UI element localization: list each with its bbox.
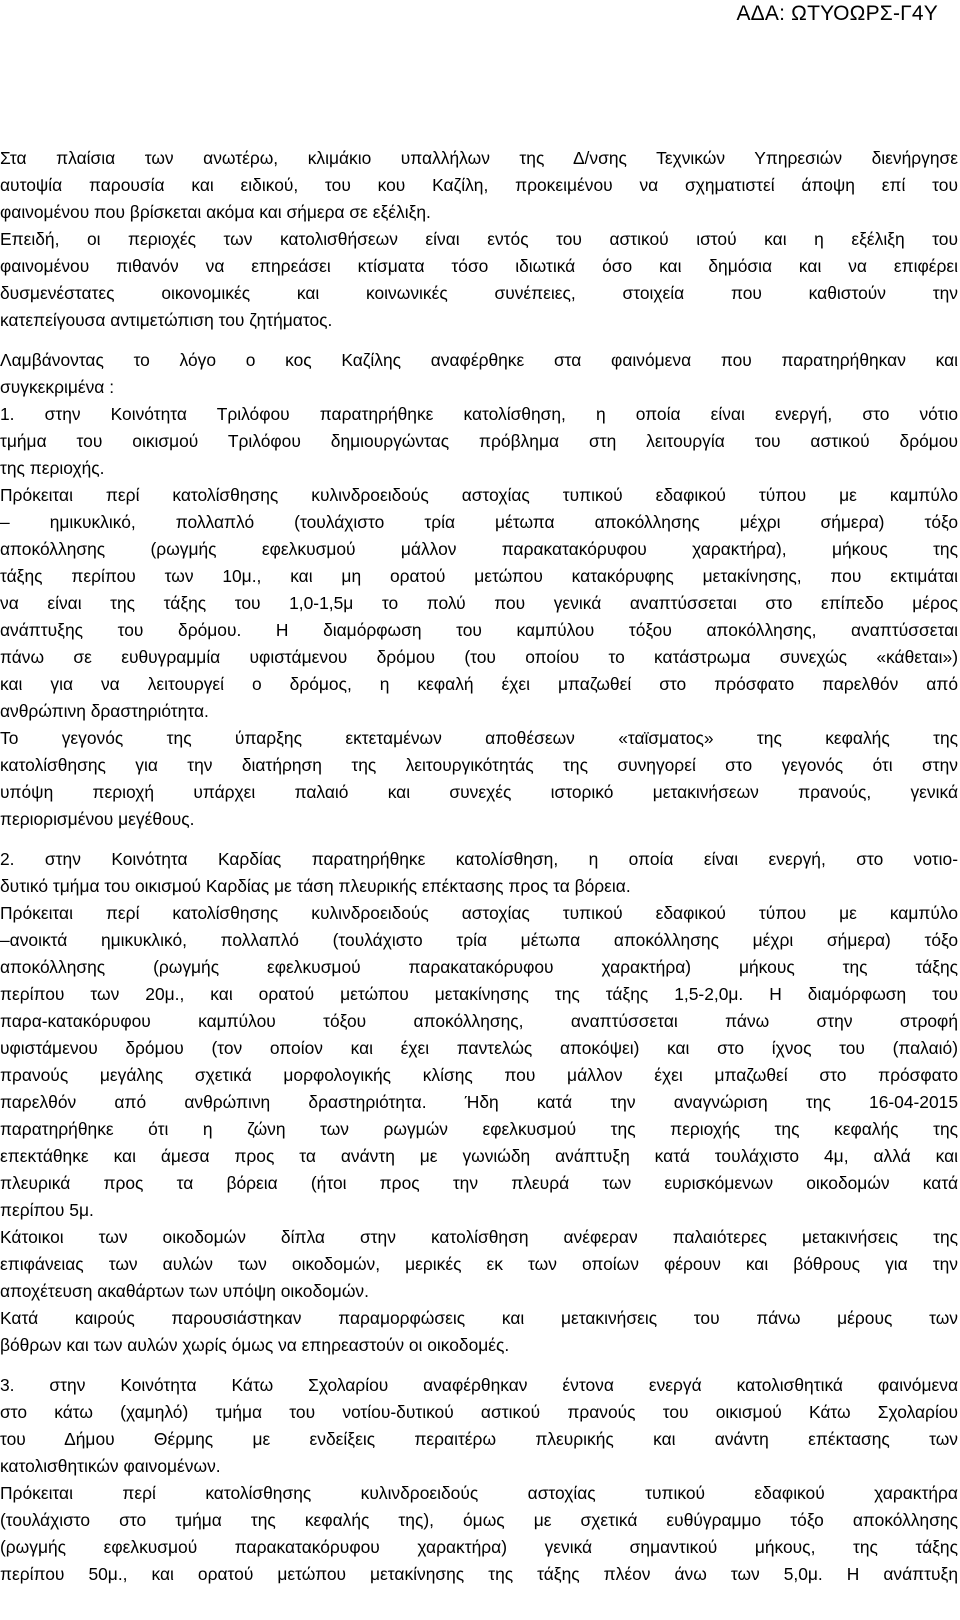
paragraph [0,1372,958,1588]
text-line: παρα-κατακόρυφου καμπύλου τόξου αποκόλλησης, αναπτύσσεται πάνω στην στροφή [0,1011,958,1031]
text-line: ανθρώπινη δραστηριότητα. [0,701,209,721]
text-line: αποκόλλησης (ρωγμής εφελκυσμού παρακατακόρυφου χαρακτήρα) μήκους της τάξης [0,957,958,977]
paragraph-gap [0,334,958,347]
paragraph [0,145,958,334]
text-line: πάνω σε ευθυγραμμία υφιστάμενου δρόμου (του οποίου το κατάστρωμα συνεχώς «κάθεται») [0,647,958,667]
text-line: της περιοχής. [0,458,105,478]
text-line: πρανούς μεγάλης σχετικά μορφολογικής κλίσης που μάλλον έχει μπαζωθεί στο πρόσφατο [0,1065,958,1085]
text-line: κατεπείγουσα αντιμετώπιση του ζητήματος. [0,310,333,330]
text-line: δυτικό τμήμα του οικισμού Καρδίας με τάση πλευρικής επέκτασης προς τα βόρεια. [0,876,631,896]
text-line: 1. στην Κοινότητα Τριλόφου παρατηρήθηκε κατολίσθηση, η οποία είναι ενεργή, στο νότιο [0,404,958,424]
text-line: κατολίσθησης για την διατήρηση της λειτουργικότητάς της συνηγορεί στο γεγονός ότι στην [0,755,958,775]
text-line: 2. στην Κοινότητα Καρδίας παρατηρήθηκε κατολίσθηση, η οποία είναι ενεργή, στο νοτιο- [0,849,958,869]
text-line: και για να λειτουργεί ο δρόμος, η κεφαλή έχει μπαζωθεί στο πρόσφατο παρελθόν από [0,674,958,694]
text-line: Πρόκειται περί κατολίσθησης κυλινδροειδούς αστοχίας τυπικού εδαφικού τύπου με καμπύλο [0,903,958,923]
text-line: υφιστάμενου δρόμου (τον οποίον και έχει παντελώς αποκόψει) και στο ίχνος του (παλαιό) [0,1038,958,1058]
text-line: Πρόκειται περί κατολίσθησης κυλινδροειδούς αστοχίας τυπικού εδαφικού χαρακτήρα [0,1483,958,1503]
text-line: –ανοικτά ημικυκλικό, πολλαπλό (τουλάχιστο τρία μέτωπα αποκόλλησης μέχρι σήμερα) τόξο [0,930,958,950]
ada-header: ΑΔΑ: ΩΤΥΟΩΡΣ-Γ4Υ [736,2,938,25]
paragraph [0,347,958,833]
text-line: πλευρικά προς τα βόρεια (ήτοι προς την πλευρά των ευρισκόμενων οικοδομών κατά [0,1173,958,1193]
text-line: φαινομένου πιθανόν να επηρεάσει κτίσματα τόσο ιδιωτικά όσο και δημόσια και να επιφέρει [0,256,958,276]
text-line: φαινομένου που βρίσκεται ακόμα και σήμερα σε εξέλιξη. [0,202,431,222]
text-line: Το γεγονός της ύπαρξης εκτεταμένων αποθέσεων «ταϊσματος» της κεφαλής της [0,728,958,748]
text-line: κατολισθητικών φαινομένων. [0,1456,221,1476]
paragraph-gap [0,1359,958,1372]
paragraph [0,846,958,1359]
text-line: του Δήμου Θέρμης με ενδείξεις περαιτέρω πλευρικής και ανάντη επέκτασης των [0,1429,958,1449]
text-line: (ρωγμής εφελκυσμού παρακατακόρυφου χαρακτήρα) γενικά σημαντικού μήκους, της τάξης [0,1537,958,1557]
text-line: επεκτάθηκε και άμεσα προς τα ανάντη με γωνιώδη ανάπτυξη κατά τουλάχιστο 4μ, αλλά και [0,1146,958,1166]
document-body [0,145,958,1588]
text-line: Επειδή, οι περιοχές των κατολισθήσεων είναι εντός του αστικού ιστού και η εξέλιξη του [0,229,958,249]
text-line: (τουλάχιστο στο τμήμα της κεφαλής της), όμως με σχετικά ευθύγραμμο τόξο αποκόλλησης [0,1510,958,1530]
text-line: τάξης περίπου των 10μ., και μη ορατού μετώπου κατακόρυφης μετακίνησης, που εκτιμάται [0,566,958,586]
text-line: αποχέτευση ακαθάρτων των υπόψη οικοδομών. [0,1281,369,1301]
text-line: επιφάνειας των αυλών των οικοδομών, μερικές εκ των οποίων φέρουν και βόθρους για την [0,1254,958,1274]
text-line: βόθρων και των αυλών χωρίς όμως να επηρεαστούν οι οικοδομές. [0,1335,510,1355]
text-line: 3. στην Κοινότητα Κάτω Σχολαρίου αναφέρθηκαν έντονα ενεργά κατολισθητικά φαινόμενα [0,1375,958,1395]
text-line: περίπου των 20μ., και ορατού μετώπου μετακίνησης της τάξης 1,5-2,0μ. Η διαμόρφωση του [0,984,958,1004]
text-line: Κάτοικοι των οικοδομών δίπλα στην κατολίσθηση ανέφεραν παλαιότερες μετακινήσεις της [0,1227,958,1247]
text-line: υπόψη περιοχή υπάρχει παλαιό και συνεχές ιστορικό μετακινήσεων πρανούς, γενικά [0,782,958,802]
text-line: συγκεκριμένα : [0,377,115,397]
text-line: δυσμενέστατες οικονομικές και κοινωνικές συνέπειες, στοιχεία που καθιστούν την [0,283,958,303]
text-line: περίπου 50μ., και ορατού μετώπου μετακίνησης της τάξης πλέον άνω των 5,0μ. Η ανάπτυξη [0,1564,958,1584]
text-line: στο κάτω (χαμηλό) τμήμα του νοτίου-δυτικού αστικού πρανούς του οικισμού Κάτω Σχολαρίου [0,1402,958,1422]
text-line: αυτοψία παρουσία και ειδικού, του κου Καζίλη, προκειμένου να σχηματιστεί άποψη επί του [0,175,958,195]
text-line: Κατά καιρούς παρουσιάστηκαν παραμορφώσεις και μετακινήσεις του πάνω μέρους των [0,1308,958,1328]
text-line: τμήμα του οικισμού Τριλόφου δημιουργώντας πρόβλημα στη λειτουργία του αστικού δρόμου [0,431,958,451]
text-line: Λαμβάνοντας το λόγο ο κος Καζίλης αναφέρθηκε στα φαινόμενα που παρατηρήθηκαν και [0,350,958,370]
text-line: Πρόκειται περί κατολίσθησης κυλινδροειδούς αστοχίας τυπικού εδαφικού τύπου με καμπύλο [0,485,958,505]
text-line: παρατηρήθηκε ότι η ζώνη των ρωγμών εφελκυσμού της περιοχής της κεφαλής της [0,1119,958,1139]
paragraph-gap [0,833,958,846]
text-line: παρελθόν από ανθρώπινη δραστηριότητα. Ήδη κατά την αναγνώριση της 16-04-2015 [0,1092,958,1112]
text-line: να είναι της τάξης του 1,0-1,5μ το πολύ που γενικά αναπτύσσεται στο επίπεδο μέρος [0,593,958,613]
text-line: περιορισμένου μεγέθους. [0,809,195,829]
text-line: περίπου 5μ. [0,1200,94,1220]
text-line: ανάπτυξης του δρόμου. Η διαμόρφωση του καμπύλου τόξου αποκόλλησης, αναπτύσσεται [0,620,958,640]
text-line: αποκόλλησης (ρωγμής εφελκυσμού μάλλον παρακατακόρυφου χαρακτήρα), μήκους της [0,539,958,559]
text-line: Στα πλαίσια των ανωτέρω, κλιμάκιο υπαλλήλων της Δ/νσης Τεχνικών Υπηρεσιών διενήργησε [0,148,958,168]
text-line: – ημικυκλικό, πολλαπλό (τουλάχιστο τρία μέτωπα αποκόλλησης μέχρι σήμερα) τόξο [0,512,958,532]
